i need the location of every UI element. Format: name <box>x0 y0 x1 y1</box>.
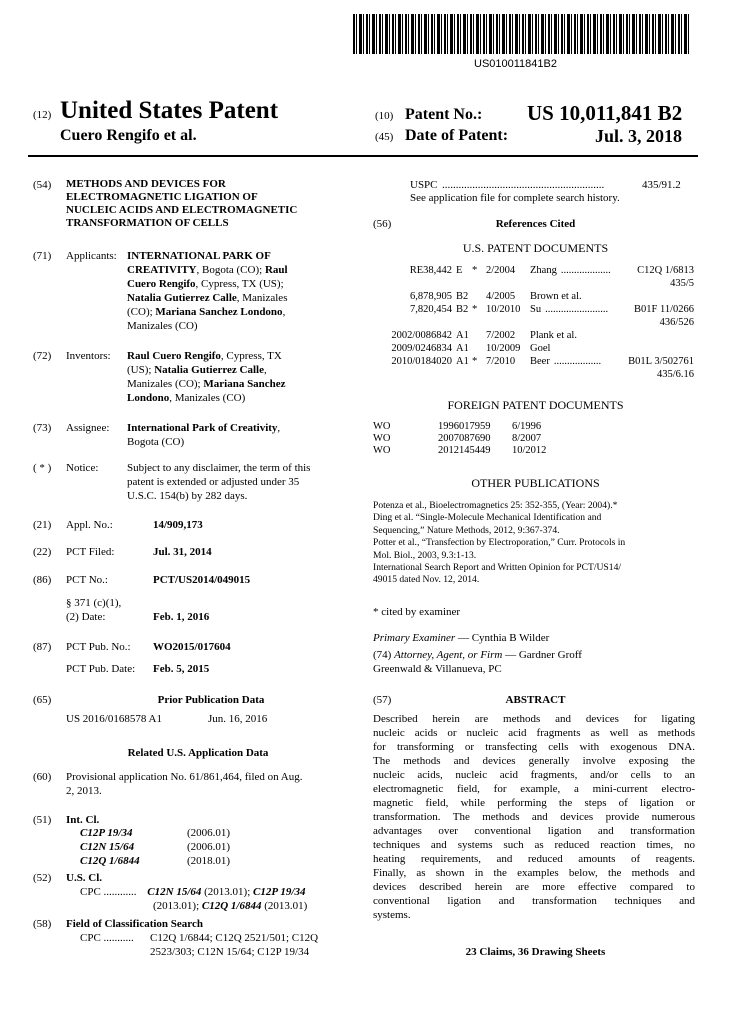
code-22: (22) <box>33 546 52 558</box>
code-52: (52) <box>33 872 52 884</box>
ref-number: 6,878,905 <box>410 291 452 302</box>
cpc-version: (2013.01) <box>261 900 308 912</box>
ref-number: 2009/0246834 <box>391 343 452 354</box>
int-cl-version: (2018.01) <box>187 855 231 867</box>
applicants-label: Applicants: <box>66 250 117 262</box>
notice-line: U.S.C. 154(b) by 282 days. <box>127 490 248 502</box>
pct-no: PCT/US2014/049015 <box>153 574 251 586</box>
field-search-cpc: CPC ........... <box>80 932 134 944</box>
field-search-label: Field of Classification Search <box>66 918 203 930</box>
other-pub-line: International Search Report and Written Opinion for PCT/US14/ <box>373 562 622 574</box>
code-71: (71) <box>33 250 52 262</box>
cpc-label: CPC ............ <box>80 886 137 898</box>
ref-number: 2002/0086842 <box>391 330 452 341</box>
abstract-line: heating requirements, and reduced amounts of reagents. <box>373 853 695 865</box>
patent-no: US 10,011,841 B2 <box>527 101 683 125</box>
ref-date: 7/2010 <box>486 356 516 367</box>
foreign-date: 6/1996 <box>512 421 542 432</box>
cpc-class: C12Q 1/6844 <box>201 900 262 912</box>
abstract-line: for transforming or transfecting cells with exogenous DNA. <box>373 741 695 753</box>
ref-class: C12Q 1/6813 <box>637 265 694 276</box>
ref-date: 7/2002 <box>486 330 516 341</box>
prior-pub-heading: Prior Publication Data <box>157 694 265 706</box>
inventor-name: Raul Cuero Rengifo <box>127 350 221 362</box>
code-65: (65) <box>33 694 52 706</box>
other-pub-line: Ding et al. “Single-Molecule Mechanical Identification and <box>373 512 602 524</box>
title-block <box>66 178 297 230</box>
ref-name: Zhang <box>530 265 557 276</box>
inventor-location: Manizales (CO); <box>127 378 204 390</box>
attorney-code: (74) <box>373 649 392 661</box>
other-pub-line: Potter et al., “Transfection by Electroporation,” Curr. Protocols in <box>373 537 626 549</box>
abstract-line: techniques and systems such as reduced reaction times, no <box>373 839 695 851</box>
ref-date: 10/2009 <box>486 343 521 354</box>
applicant-location: , Cypress, TX (US); <box>195 278 284 290</box>
applicants-block <box>127 249 288 333</box>
cpc-class: C12N 15/64 <box>147 886 202 898</box>
foreign-date: 8/2007 <box>512 433 542 444</box>
foreign-country: WO <box>373 433 391 444</box>
applicant-name: Cuero Rengifo <box>127 278 196 290</box>
inventor-line <box>127 363 286 377</box>
pct-no-label: PCT No.: <box>66 574 108 586</box>
code-58: (58) <box>33 918 52 930</box>
ref-name: Brown et al. <box>530 291 582 302</box>
assignee-block <box>127 421 280 449</box>
ref-kind: A1 <box>456 343 469 354</box>
us-cl-label: U.S. Cl. <box>66 872 103 884</box>
int-cl-label: Int. Cl. <box>66 814 100 826</box>
other-pub-line: Potenza et al., Bioelectromagnetics 25: 352-355, (Year: 2004).* <box>373 500 618 511</box>
search-history-note: See application file for complete search history. <box>410 192 620 204</box>
foreign-country: WO <box>373 421 391 432</box>
ref-class-secondary: 435/5 <box>670 278 694 289</box>
other-pubs <box>373 500 625 587</box>
prior-pub-date: Jun. 16, 2016 <box>208 713 268 725</box>
related-heading: Related U.S. Application Data <box>127 747 269 759</box>
related-line: Provisional application No. 61/861,464, filed on Aug. <box>66 771 303 783</box>
assignee-punct: , <box>277 422 281 434</box>
inventor-location: , Manizales (CO) <box>169 392 246 404</box>
abstract-line: The methods and devices generally involve exposing the <box>373 755 695 767</box>
applicant-location: (CO); <box>127 306 156 318</box>
references-heading: References Cited <box>495 218 576 230</box>
prior-pub-number: US 2016/0168578 A1 <box>66 713 162 725</box>
ref-class-secondary: 435/6.16 <box>656 369 694 380</box>
patent-date: Jul. 3, 2018 <box>595 126 683 146</box>
cpc-class: C12P 19/34 <box>253 886 306 898</box>
foreign-number: 1996017959 <box>438 421 491 432</box>
abstract-line: nucleic acids or nucleic acid fragments as well as methods <box>373 727 695 739</box>
notice-text <box>127 461 310 503</box>
code-45: (45) <box>375 131 394 143</box>
ref-dots: ........................ <box>545 304 609 315</box>
related-text <box>66 770 302 798</box>
int-cl-version: (2006.01) <box>187 827 231 839</box>
foreign-number: 2012145449 <box>438 445 491 456</box>
us-cl-cpc-cont <box>153 899 307 913</box>
appl-no-label: Appl. No.: <box>66 519 113 531</box>
cited-by-examiner: * cited by examiner <box>373 606 461 618</box>
ref-name: Plank et al. <box>530 330 577 341</box>
ref-number: 7,820,454 <box>410 304 452 315</box>
code-86: (86) <box>33 574 52 586</box>
foreign-date: 10/2012 <box>512 445 547 456</box>
inventor-name: Natalia Gutierrez Calle <box>154 364 264 376</box>
ref-dots: .................. <box>553 356 602 367</box>
uspc-dots: ........................................................... <box>442 179 605 191</box>
int-cl-class: C12N 15/64 <box>80 841 135 853</box>
ref-name: Goel <box>530 343 551 354</box>
ref-number: RE38,442 <box>409 265 452 276</box>
other-pub-line: 49015 dated Nov. 12, 2014. <box>373 574 480 586</box>
ref-name: Su <box>530 304 542 315</box>
title-line-2: ELECTROMAGNETIC LIGATION OF <box>66 191 258 203</box>
appl-no: 14/909,173 <box>153 519 203 531</box>
abstract-line: conventional ligation and transformation techniques and <box>373 895 695 907</box>
ref-name-row <box>530 303 608 316</box>
field-search-values <box>150 931 318 959</box>
abstract-heading: ABSTRACT <box>505 694 566 706</box>
us-docs-heading: U.S. PATENT DOCUMENTS <box>462 241 609 255</box>
ref-star: * <box>472 356 478 367</box>
applicant-name: CREATIVITY <box>127 264 197 276</box>
abstract-line: Finally, as shown in the examples below, the methods and <box>373 867 695 879</box>
attorney <box>373 648 582 662</box>
applicant-location: , Manizales <box>236 292 288 304</box>
assignee-line <box>127 421 280 435</box>
patent-no-label: Patent No.: <box>405 106 483 123</box>
s371-line: (2) Date: <box>66 611 106 623</box>
cpc-version: (2013.01); <box>201 886 254 898</box>
notice-line: patent is extended or adjusted under 35 <box>127 476 300 488</box>
ref-number: 2010/0184020 <box>391 356 452 367</box>
foreign-number: 2007087690 <box>438 433 491 444</box>
field-search-line: C12Q 1/6844; C12Q 2521/501; C12Q <box>150 932 319 944</box>
code-21: (21) <box>33 519 52 531</box>
ref-kind: A1 <box>456 356 469 367</box>
ref-kind: A1 <box>456 330 469 341</box>
ref-name-row <box>530 355 601 368</box>
ref-name-row <box>530 329 581 342</box>
ref-star: * <box>472 304 478 315</box>
notice-line: Subject to any disclaimer, the term of this <box>127 462 311 474</box>
s371-date: Feb. 1, 2016 <box>153 611 210 623</box>
patent-type-title: United States Patent <box>60 97 279 124</box>
ref-name-row <box>530 290 586 303</box>
inventor-line <box>127 391 286 405</box>
abstract-line: systems. <box>373 909 411 921</box>
ref-date: 2/2004 <box>486 265 516 276</box>
s371-label <box>66 596 121 624</box>
uspc-label: USPC <box>410 179 438 191</box>
assignee-name: International Park of Creativity <box>127 422 278 434</box>
related-line: 2, 2013. <box>66 785 102 797</box>
ref-date: 4/2005 <box>486 291 516 302</box>
int-cl-class: C12P 19/34 <box>80 827 133 839</box>
applicant-line <box>127 263 288 277</box>
barcode <box>353 14 691 54</box>
abstract-line: electromagnetic field, for example, a mini-current electro- <box>373 783 695 795</box>
code-87: (87) <box>33 641 52 653</box>
inventor-name: Mariana Sanchez <box>203 378 286 390</box>
inventor-line <box>127 349 286 363</box>
attorney-label: Attorney, Agent, or Firm <box>394 649 503 661</box>
field-search-line: 2523/303; C12N 15/64; C12P 19/34 <box>150 946 310 958</box>
applicant-line: Manizales (CO) <box>127 320 198 332</box>
ref-class: B01L 3/502761 <box>628 356 694 367</box>
attorney-firm: Greenwald & Villanueva, PC <box>373 663 502 675</box>
abstract-line: magnetic field, while performing the steps of ligation or <box>373 797 695 809</box>
pct-pub-no: WO2015/017604 <box>153 641 231 653</box>
abstract-line: devices described herein are more effective compared to <box>373 881 695 893</box>
title-line-1: METHODS AND DEVICES FOR <box>66 178 226 190</box>
code-60: (60) <box>33 771 52 783</box>
other-pub-line: Mol. Biol., 2003, 9.3:1-13. <box>373 549 477 561</box>
s371-line: § 371 (c)(1), <box>66 597 122 609</box>
examiner-label: Primary Examiner <box>373 632 456 644</box>
applicant-line: INTERNATIONAL PARK OF <box>127 250 271 262</box>
other-pubs-heading: OTHER PUBLICATIONS <box>471 476 600 490</box>
code-57: (57) <box>373 694 392 706</box>
code-12: (12) <box>33 109 52 121</box>
int-cl-version: (2006.01) <box>187 841 231 853</box>
ref-dots: ................... <box>560 265 611 276</box>
ref-kind: B2 <box>456 291 469 302</box>
ref-kind: E <box>456 265 463 276</box>
examiner-name: — Cynthia B Wilder <box>455 632 550 644</box>
applicant-line <box>127 305 288 319</box>
ref-class: B01F 11/0266 <box>634 304 694 315</box>
ref-kind: B2 <box>456 304 469 315</box>
ref-name-row <box>530 342 554 355</box>
ref-class-secondary: 436/526 <box>659 317 694 328</box>
primary-examiner <box>373 631 549 645</box>
pct-pub-date: Feb. 5, 2015 <box>153 663 210 675</box>
pct-pub-date-label: PCT Pub. Date: <box>66 663 136 675</box>
ref-name-row <box>530 264 611 277</box>
applicant-line <box>127 291 288 305</box>
code-10: (10) <box>375 110 394 122</box>
code-72: (72) <box>33 350 52 362</box>
authors: Cuero Rengifo et al. <box>60 127 197 144</box>
applicant-line <box>127 277 288 291</box>
assignee-location: Bogota (CO) <box>127 436 185 448</box>
title-line-3: NUCLEIC ACIDS AND ELECTROMAGNETIC <box>66 204 298 216</box>
pct-pub-no-label: PCT Pub. No.: <box>66 641 131 653</box>
date-label: Date of Patent: <box>405 127 509 144</box>
inventor-line <box>127 377 286 391</box>
notice-label: Notice: <box>66 462 99 474</box>
inventor-location: (US); <box>127 364 155 376</box>
applicant-name: Natalia Gutierrez Calle <box>127 292 237 304</box>
inventors-block <box>127 349 286 405</box>
abstract-line: nucleic acids, nucleic acid fragments, and/or cells to an <box>373 769 695 781</box>
foreign-country: WO <box>373 445 391 456</box>
inventor-punct: , <box>263 364 267 376</box>
cpc-version: (2013.01); <box>153 900 202 912</box>
code-51: (51) <box>33 814 52 826</box>
uspc-value: 435/91.2 <box>642 179 681 191</box>
us-cl-cpc <box>80 885 306 899</box>
attorney-name: — Gardner Groff <box>502 649 582 661</box>
claims-summary: 23 Claims, 36 Drawing Sheets <box>465 946 606 958</box>
code-56: (56) <box>373 218 392 230</box>
ref-star: * <box>472 265 478 276</box>
inventors-label: Inventors: <box>66 350 111 362</box>
inventor-location: , Cypress, TX <box>220 350 282 362</box>
abstract-text <box>373 712 695 922</box>
code-54: (54) <box>33 179 52 191</box>
int-cl-class: C12Q 1/6844 <box>80 855 140 867</box>
ref-date: 10/2010 <box>486 304 521 315</box>
abstract-line: advantages over conventional ligation and transformation <box>373 825 695 837</box>
code-73: (73) <box>33 422 52 434</box>
title-line-4: TRANSFORMATION OF CELLS <box>66 217 229 229</box>
abstract-line: transformation. The methods and devices provide numerous <box>373 811 695 823</box>
pct-filed-label: PCT Filed: <box>66 546 115 558</box>
barcode-number: US010011841B2 <box>474 58 557 70</box>
inventor-name: Londono <box>127 392 170 404</box>
header-rule <box>28 155 698 157</box>
foreign-docs-heading: FOREIGN PATENT DOCUMENTS <box>447 398 624 412</box>
applicant-name: Mariana Sanchez Londono <box>155 306 283 318</box>
abstract-line: Described herein are methods and devices for ligating <box>373 713 695 725</box>
applicant-name: Raul <box>264 264 288 276</box>
other-pub-line: Sequencing,” Nature Methods, 2012, 9:367-374. <box>373 524 560 536</box>
applicant-punct: , <box>282 306 286 318</box>
ref-name: Beer <box>530 356 550 367</box>
pct-filed: Jul. 31, 2014 <box>153 546 212 558</box>
applicant-location: , Bogota (CO); <box>196 264 265 276</box>
code-notice: ( * ) <box>33 462 52 474</box>
assignee-label: Assignee: <box>66 422 110 434</box>
